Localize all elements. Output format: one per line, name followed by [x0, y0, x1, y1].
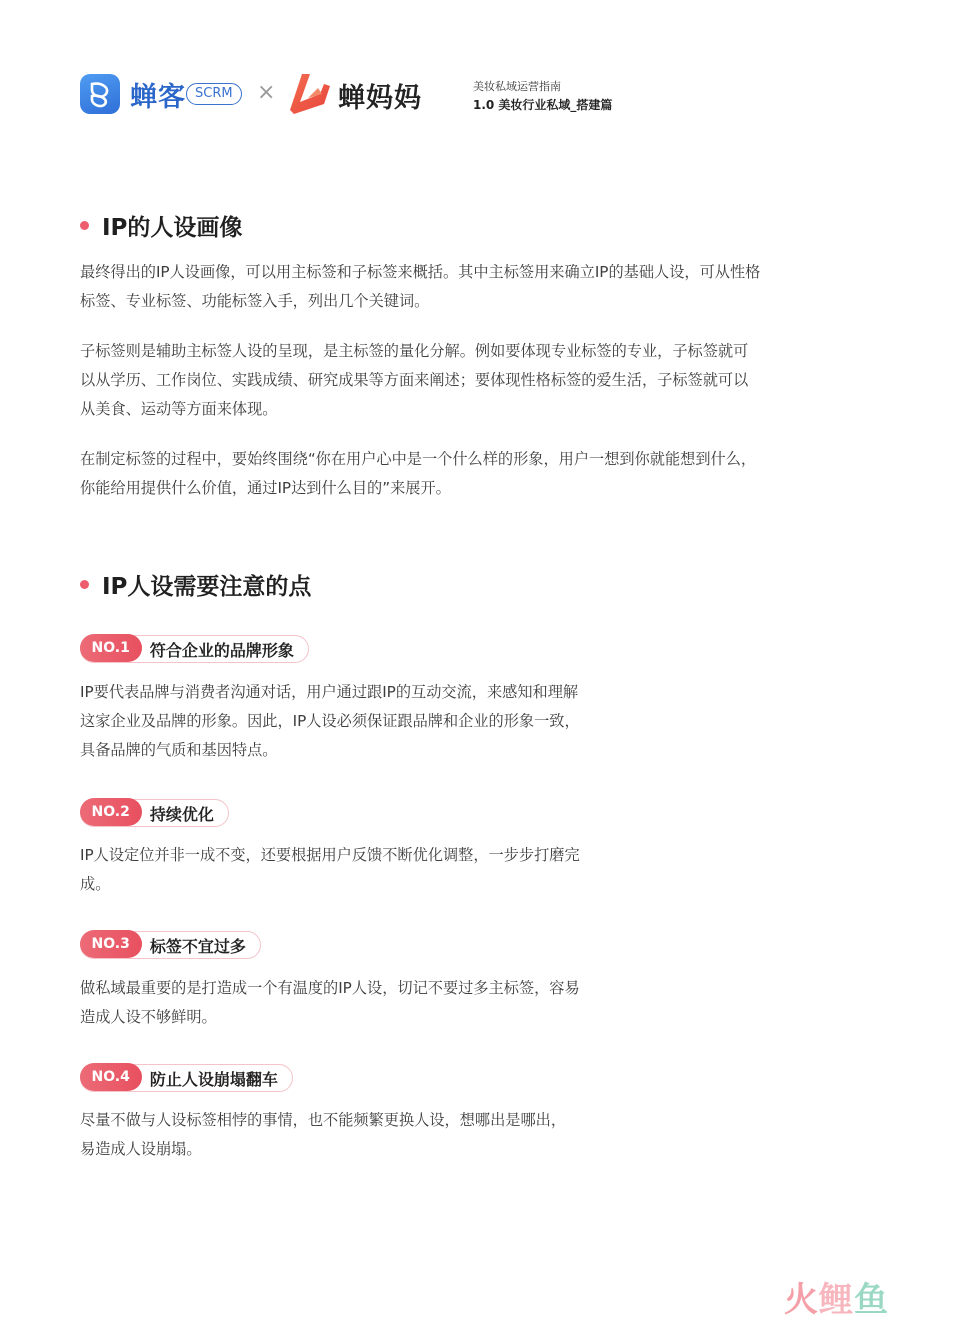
numbered-tag [80, 931, 261, 959]
paragraph: 做私域最重要的是打造成一个有温度的IP人设，切记不要过多主标签，容易造成人设不够鲜明。 [80, 979, 580, 1026]
paragraph: IP人设定位并非一成不变，还要根据用户反馈不断优化调整，一步步打磨完成。 [80, 846, 580, 893]
chanmama-brand-name: 蝉妈妈 [338, 83, 422, 114]
times-separator: × [257, 80, 276, 105]
watermark-logo [784, 1272, 889, 1321]
guide-title: 美妆私域运营指南 [473, 80, 561, 93]
numbered-tag [80, 1064, 293, 1092]
page-header [80, 70, 880, 118]
tag-label: 符合企业的品牌形象 [149, 640, 294, 660]
paragraph: 尽量不做与人设标签相悖的事情，也不能频繁更换人设，想哪出是哪出，易造成人设崩塌。 [80, 1111, 566, 1158]
paragraph: IP要代表品牌与消费者沟通对话，用户通过跟IP的互动交流，来感知和理解这家企业及品牌的形象。因此，IP人设必须保证跟品牌和企业的形象一致，具备品牌的气质和基因特点。 [80, 683, 580, 759]
section-title: IP的人设画像 [102, 214, 243, 241]
chanke-logo-icon [80, 74, 120, 114]
scrm-badge: SCRM [186, 83, 242, 105]
watermark-char: 鲤 [819, 1280, 854, 1320]
tag-number: NO.3 [80, 930, 142, 958]
tag-label: 防止人设崩塌翻车 [149, 1069, 278, 1089]
tag-label: 持续优化 [149, 804, 214, 824]
section-ip-notes-heading [80, 568, 311, 600]
watermark-char: 鱼 [854, 1280, 889, 1320]
paragraph: 子标签则是辅助主标签人设的呈现，是主标签的量化分解。例如要体现专业标签的专业，子标签就可以从学历、工作岗位、实践成绩、研究成果等方面来阐述；要体现性格标签的爱生活，子标签就可以从美食、运动等方面来体现。 [80, 342, 749, 418]
section-title: IP人设需要注意的点 [102, 573, 312, 600]
paragraph: 最终得出的IP人设画像，可以用主标签和子标签来概括。其中主标签用来确立IP的基础人设，可从性格标签、专业标签、功能标签入手，列出几个关键词。 [80, 263, 761, 310]
bullet-dot-icon [80, 580, 89, 589]
tag-number: NO.1 [80, 634, 142, 662]
chanke-brand-name: 蝉客 [130, 82, 186, 113]
section-ip-persona-heading [80, 209, 242, 241]
tag-number: NO.2 [80, 798, 142, 826]
numbered-tag [80, 635, 309, 663]
bullet-dot-icon [80, 221, 89, 230]
paragraph: 在制定标签的过程中，要始终围绕“你在用户心中是一个什么样的形象，用户一想到你就能想到什么，你能给用提供什么价值，通过IP达到什么目的”来展开。 [80, 450, 757, 497]
watermark-char: 火 [784, 1280, 819, 1320]
guide-subtitle: 1.0 美妆行业私域_搭建篇 [473, 98, 613, 112]
numbered-tag [80, 799, 229, 827]
chanmama-logo-icon [288, 72, 332, 116]
tag-label: 标签不宜过多 [149, 936, 246, 956]
tag-number: NO.4 [80, 1063, 142, 1091]
